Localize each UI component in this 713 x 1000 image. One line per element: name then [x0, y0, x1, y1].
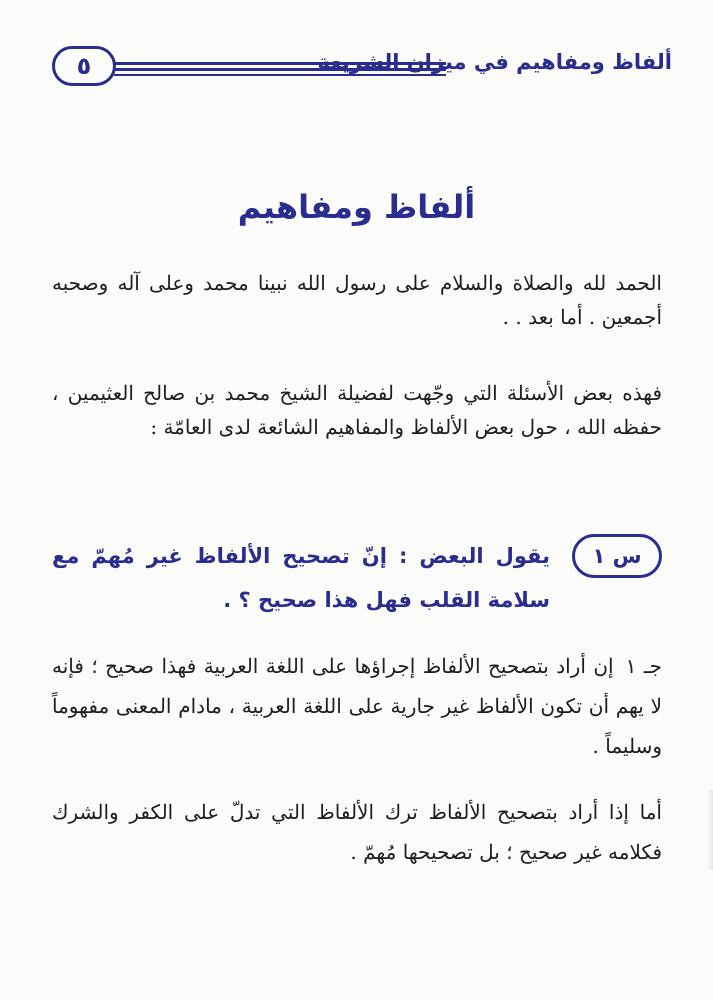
- paragraph-opening: الحمد لله والصلاة والسلام على رسول الله نبينا محمد وعلى آله وصحبه أجمعين . أما بعد . .: [52, 271, 662, 329]
- page-header: [52, 42, 672, 104]
- answer-number: جـ ١: [625, 654, 662, 678]
- question-number-badge: س ١: [572, 534, 662, 578]
- paragraph-conclusion: أما إذا أراد بتصحيح الألفاظ ترك الألفاظ التي تدلّ على الكفر والشرك فكلامه غير صحيح ؛ بل تصحيحها مُهمّ .: [52, 800, 662, 864]
- answer-paragraph: [52, 646, 662, 766]
- page-body: [52, 266, 662, 872]
- answer-text: إن أراد بتصحيح الألفاظ إجراؤها على اللغة العربية فهذا صحيح ؛ فإنه لا يهم أن تكون الألفاظ غير جارية على اللغة العربية ، مادام المعنى مفهوماً وسليماً .: [52, 654, 662, 758]
- rule-line: [114, 74, 446, 76]
- chapter-title: ألفاظ ومفاهيم: [237, 188, 476, 226]
- paragraph-introduction: فهذه بعض الأسئلة التي وجّهت لفضيلة الشيخ محمد بن صالح العثيمين ، حفظه الله ، حول بعض الألفاظ والمفاهيم الشائعة لدى العامّة :: [52, 381, 662, 439]
- question-text: يقول البعض : إنّ تصحيح الألفاظ غير مُهمّ مع سلامة القلب فهل هذا صحيح ؟ .: [52, 544, 550, 612]
- page-edge-shadow: [707, 790, 713, 870]
- page-number-badge: ٥: [52, 46, 116, 86]
- question-block: [52, 534, 662, 622]
- running-header-title: ألفاظ ومفاهيم في ميزان الشريعة: [317, 50, 672, 74]
